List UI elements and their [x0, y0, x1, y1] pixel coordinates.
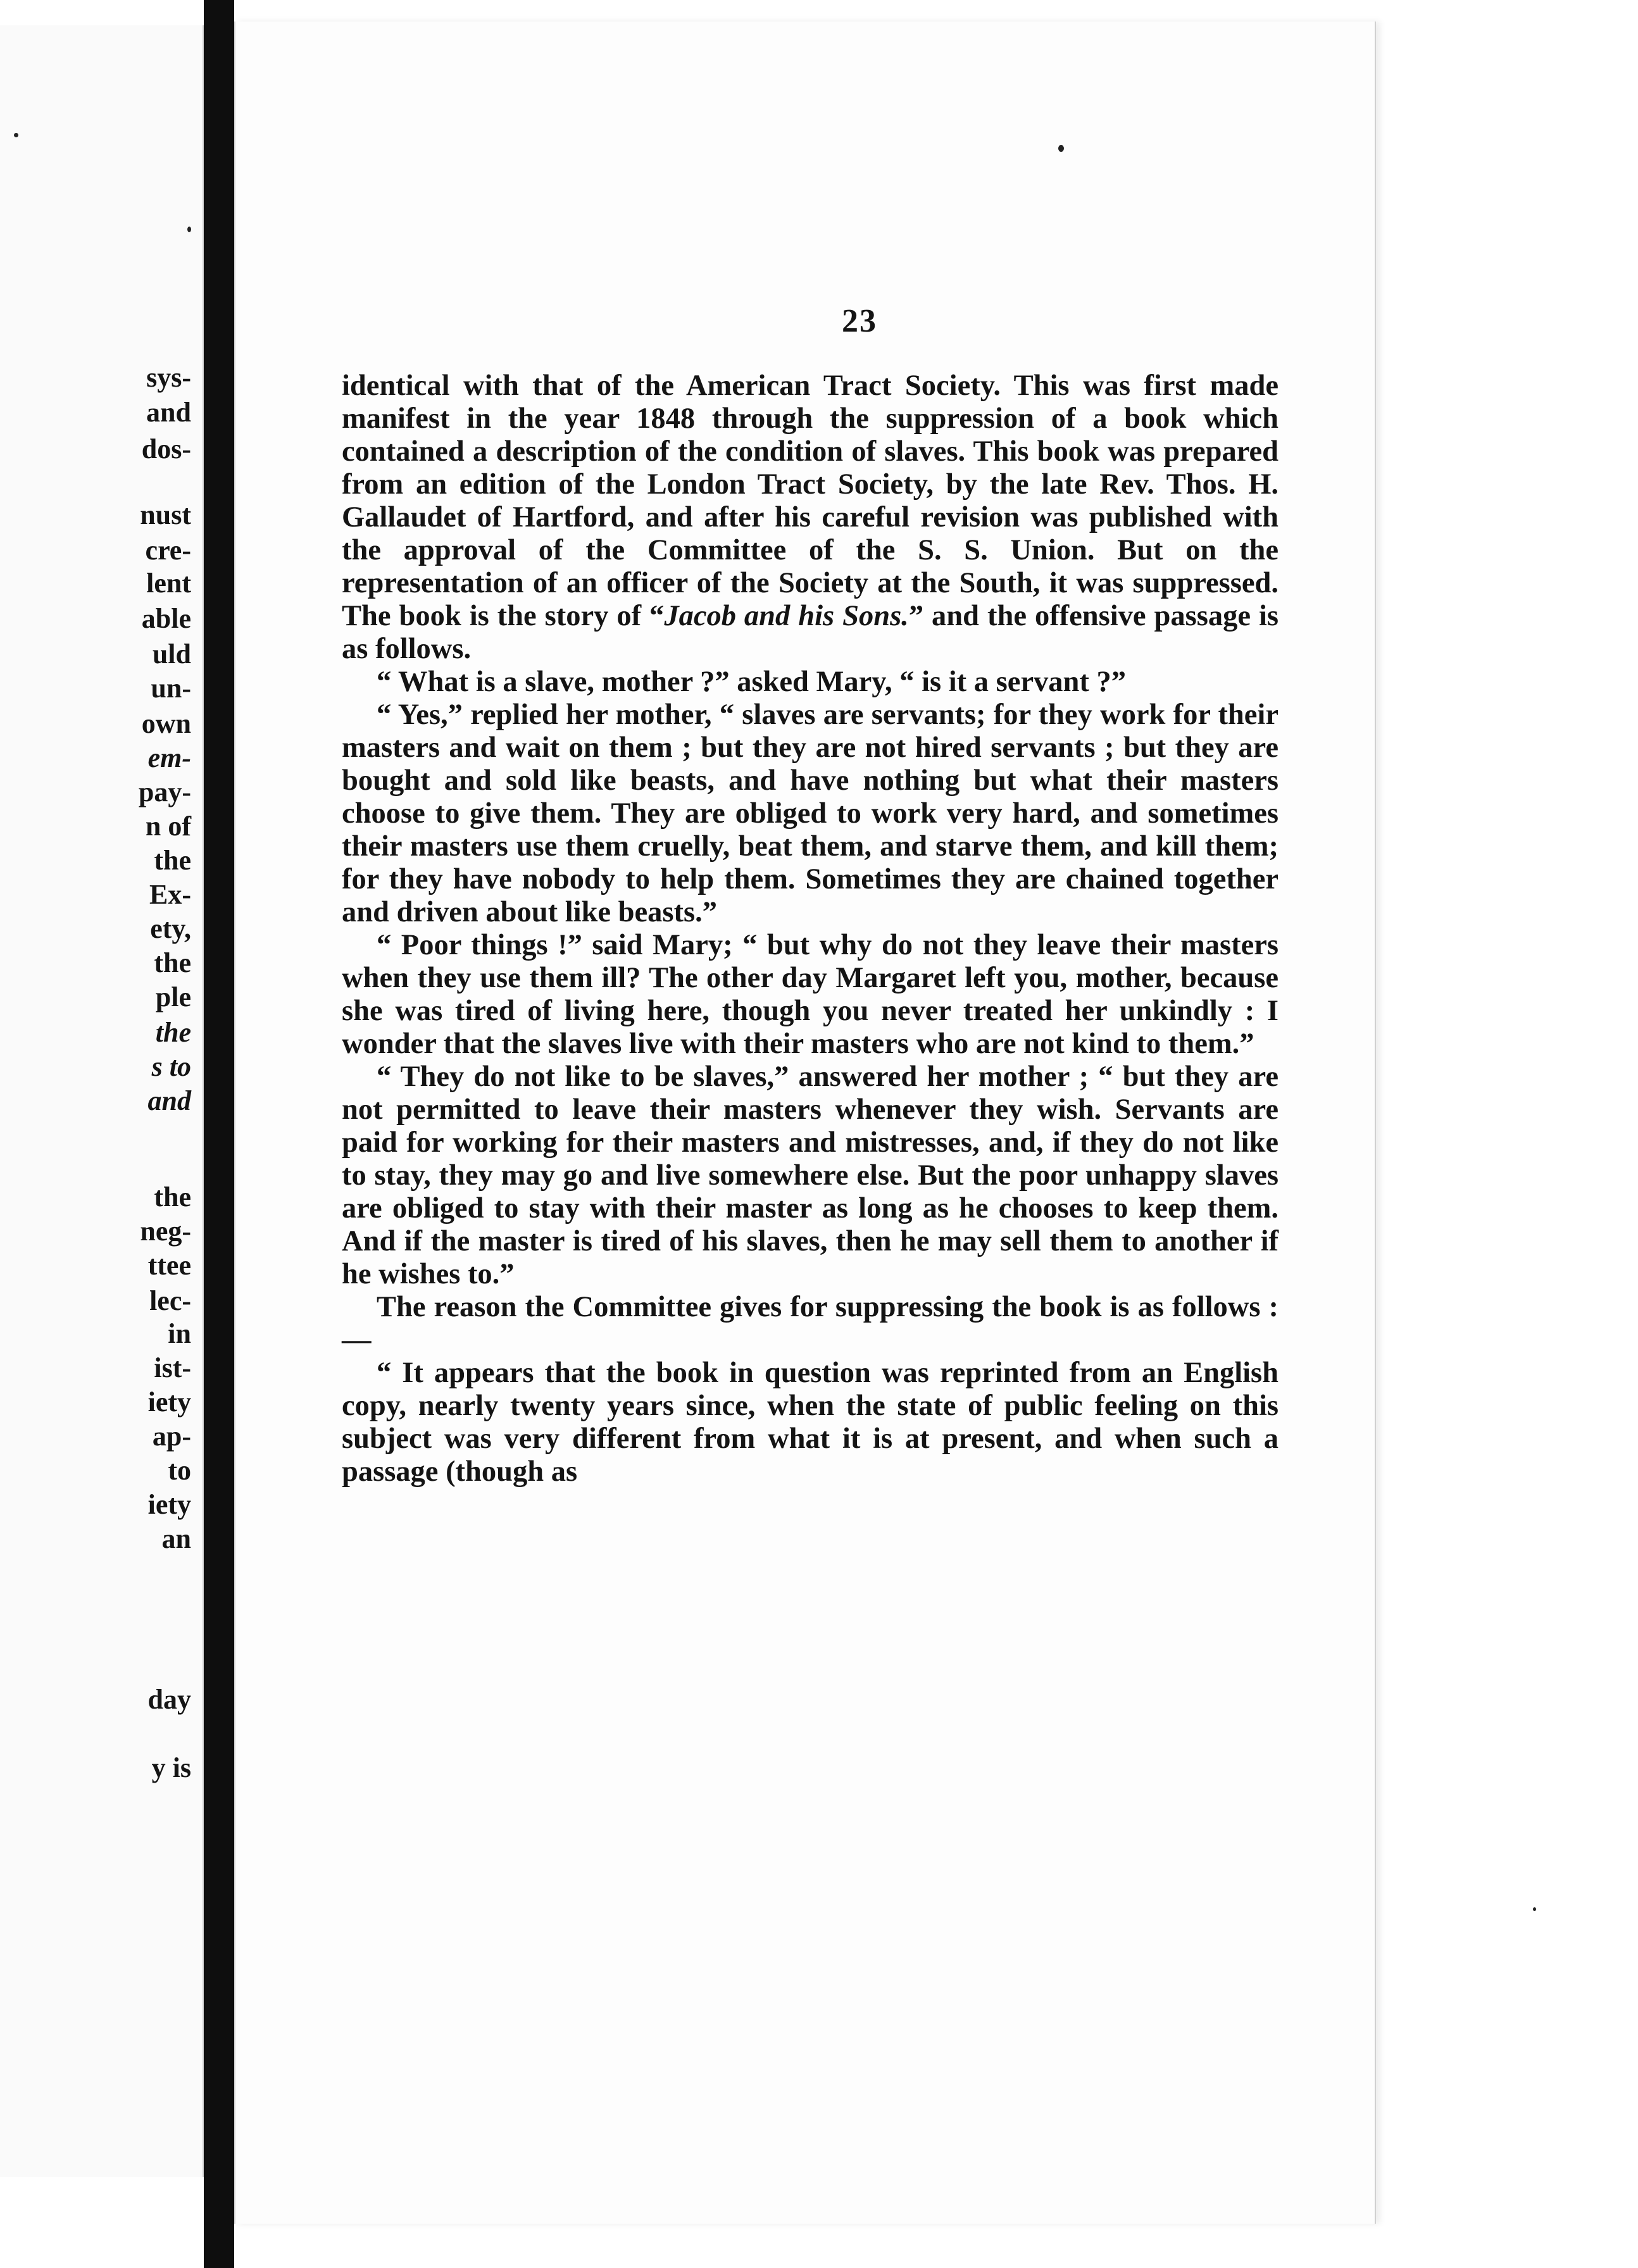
ink-speck	[14, 133, 18, 137]
paragraph-intro-tail: ” and the offensive passage is as follows.	[342, 600, 1279, 665]
previous-page-line-fragment: in	[168, 1318, 191, 1349]
page-number: 23	[842, 303, 877, 339]
paragraph-intro	[342, 370, 1279, 666]
previous-page-line-fragment: the	[154, 1181, 191, 1212]
previous-page-line-fragment: able	[141, 603, 191, 634]
paragraph-question: “ What is a slave, mother ?” asked Mary, “ is it a servant ?”	[377, 666, 1127, 698]
previous-page-line-fragment: lec-	[149, 1285, 191, 1316]
previous-page-line-fragment: un-	[151, 673, 191, 704]
ink-speck	[1058, 145, 1064, 152]
previous-page-line-fragment: own	[141, 708, 191, 739]
book-title: Jacob and his Sons.	[664, 600, 909, 632]
previous-page-line-fragment: iety	[147, 1489, 191, 1520]
previous-page-line-fragment: and	[146, 397, 191, 428]
previous-page-line-fragment: lent	[146, 568, 191, 599]
previous-page-line-fragment: iety	[147, 1386, 191, 1418]
body-text	[342, 370, 1279, 1488]
previous-page-line-fragment: ttee	[147, 1250, 191, 1281]
previous-page-line-fragment: the	[154, 845, 191, 876]
paragraph-committee-quote: “ It appears that the book in question was reprinted from an English copy, nearly twenty years since, when the state of public feeling on this subject was very different from what it is at present, and when such a passage (though as	[342, 1357, 1279, 1488]
previous-page-fragment	[0, 25, 204, 2177]
previous-page-line-fragment: ist-	[154, 1352, 191, 1383]
previous-page-line-fragment: ap-	[152, 1421, 191, 1452]
previous-page-line-fragment: uld	[152, 639, 191, 670]
previous-page-line-fragment: pay-	[138, 776, 191, 807]
previous-page-line-fragment: nust	[140, 499, 191, 530]
previous-page-line-fragment: y is	[151, 1752, 191, 1783]
book-binding-gutter	[204, 0, 234, 2268]
previous-page-line-fragment: ple	[155, 981, 191, 1012]
ink-speck	[1533, 1907, 1536, 1911]
previous-page-line-fragment: cre-	[145, 535, 191, 566]
previous-page-line-fragment: day	[147, 1684, 191, 1715]
paragraph-mother-answer: “ They do not like to be slaves,” answered her mother ; “ but they are not permitted to leave their masters whenever they wish. Servants are paid for working for their masters and mistresses, and, if they do not like to stay, they may go and live somewhere else. But the poor unhappy slaves are obliged to stay with their master as long as he chooses to keep them. And if the master is tired of his slaves, then he may sell them to another if he wishes to.”	[342, 1061, 1279, 1290]
previous-page-line-fragment: an	[161, 1523, 191, 1554]
paragraph-mary-reply: “ Poor things !” said Mary; “ but why do not they leave their masters when they use them ill? The other day Margaret left you, mother, because she was tired of living here, though you never treated her unkindly : I wonder that the slaves live with their masters who are not kind to them.”	[342, 929, 1279, 1060]
previous-page-line-fragment: and	[147, 1085, 191, 1116]
previous-page-line-fragment: Ex-	[149, 879, 191, 910]
previous-page-line-fragment: the	[155, 1017, 191, 1048]
paragraph-intro-text: identical with that of the American Tract Society. This was first made manifest in the year 1848 through the suppression of a book which contained a description of the condition of slaves. This book was prepared from an edition of the London Tract Society, by the late Rev. Thos. H. Gallaudet of Hartford, and after his careful revision was published with the approval of the Committee of the S. S. Union. But on the representation of an officer of the Society at the South, it was suppressed. The book is the story of “	[342, 370, 1279, 632]
ink-speck	[187, 227, 191, 232]
previous-page-line-fragment: sys-	[146, 362, 191, 393]
previous-page-line-fragment: em-	[147, 742, 191, 773]
paragraph-committee-reason: The reason the Committee gives for suppressing the book is as follows :—	[342, 1291, 1279, 1356]
previous-page-line-fragment: n of	[145, 811, 191, 842]
previous-page-line-fragment: ety,	[150, 913, 191, 944]
previous-page-line-fragment: to	[168, 1455, 191, 1486]
previous-page-line-fragment: neg-	[140, 1216, 191, 1247]
paragraph-mother-reply: “ Yes,” replied her mother, “ slaves are servants; for they work for their masters and wait on them ; but they are not hired servants ; but they are bought and sold like beasts, and have nothing but what their masters choose to give them. They are obliged to work very hard, and sometimes their masters use them cruelly, beat them, and starve them, and kill them; for they have nobody to help them. Sometimes they are chained together and driven about like beasts.”	[342, 699, 1279, 928]
previous-page-line-fragment: dos-	[141, 433, 191, 464]
previous-page-line-fragment: s to	[151, 1051, 191, 1082]
previous-page-line-fragment: the	[154, 947, 191, 978]
